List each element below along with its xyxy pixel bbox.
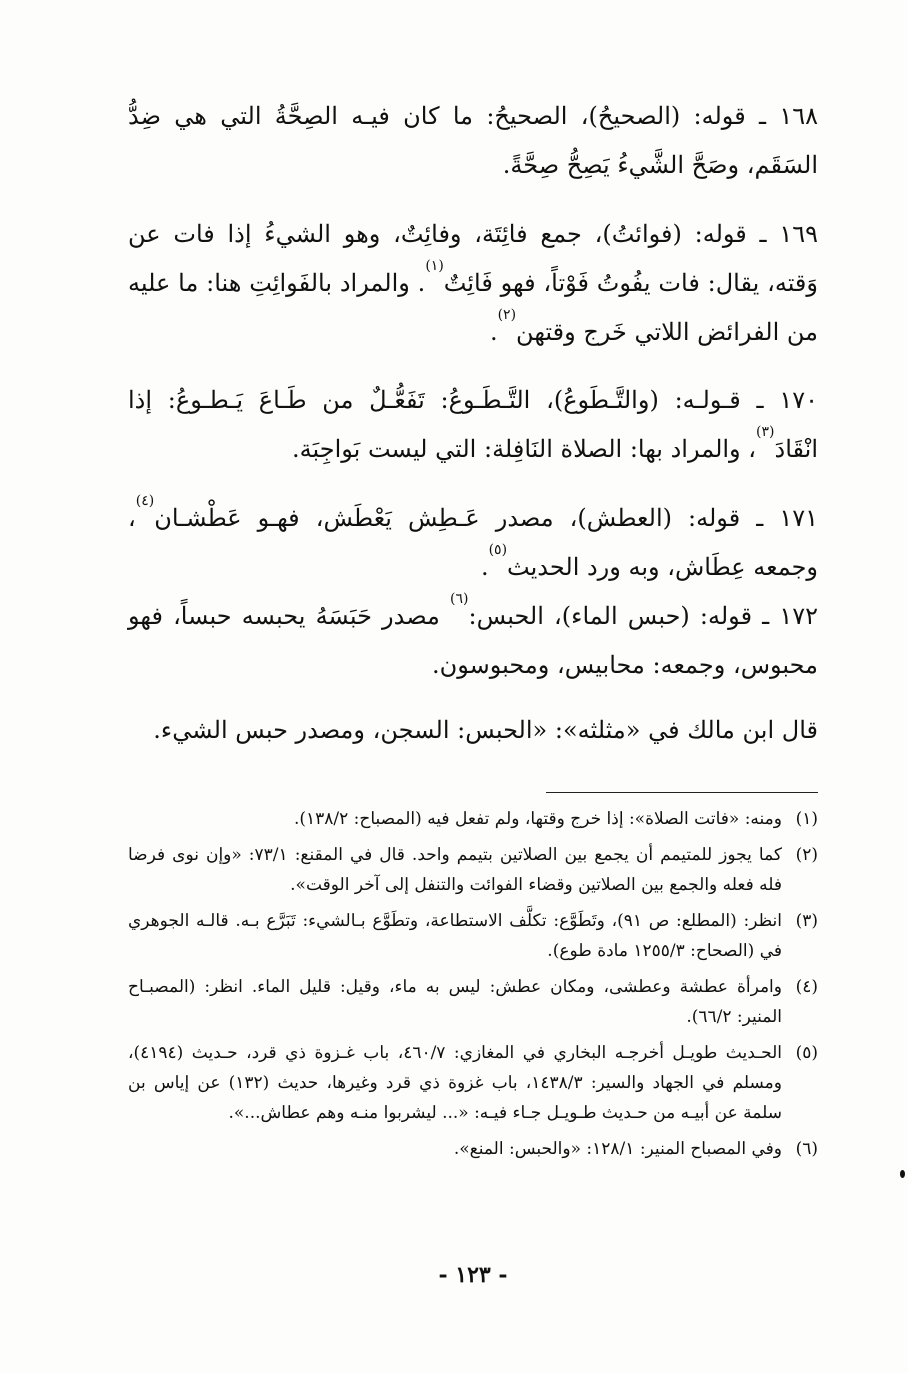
- footnote-ref-2: (٢): [497, 307, 517, 323]
- entry-171: [128, 494, 818, 592]
- footnote-number: (٤): [795, 977, 818, 997]
- entry-172: [128, 592, 818, 690]
- ibn-malik-quote-text: قال ابن مالك في «مثلثه»: «الحبس: السجن، ومصدر حبس الشيء.: [153, 716, 818, 744]
- margin-dot: [900, 1170, 905, 1178]
- footnote-5: [128, 1038, 818, 1128]
- footnote-text: انظر: (المطلع: ص ٩١)، وتَطَوَّع: تكلَّف الاستطاعة، وتطَوَّع بـالشيء: تَبَرَّع بـه. قالـه الجوهري في (الصحاح: ١٢٥٥/٣ مادة طوع).: [128, 911, 782, 961]
- footnote-ref-1: (١): [425, 258, 444, 274]
- footnote-text: وفي المصباح المنير: ١٢٨/١: «والحبس: المنع».: [453, 1139, 782, 1159]
- footnote-number: (٦): [795, 1139, 818, 1159]
- footnote-text: الحـديث طويـل أخرجـه البخاري في المغازي: ٤٦٠/٧، باب غـزوة ذي قرد، حـديث (٤١٩٤)، ومسلم في الجهاد والسير: ١٤٣٨/٣، باب غزوة ذي قرد وغيرها، حديث (١٣٢) عن إياس بن سلمة عن أبيـه من حـديث طـويـل جـاء فيـه: «... ليشربوا منـه وهم عطاش...».: [128, 1043, 782, 1123]
- footnote-4: [128, 972, 818, 1032]
- ibn-malik-quote: [128, 706, 818, 755]
- footnote-2: [128, 840, 818, 900]
- entry-168: [128, 92, 818, 190]
- footnote-number: (٢): [795, 845, 818, 865]
- entry-169-text-c: .: [489, 318, 498, 346]
- footnote-6: [128, 1134, 818, 1164]
- footnote-ref-3: (٣): [756, 424, 775, 440]
- footnotes: [128, 804, 818, 1170]
- entry-171-text-b: ، وجمعه عِطَاش، وبه ورد الحديث: [128, 504, 818, 581]
- footnote-number: (٥): [795, 1043, 818, 1063]
- entry-170-text-b: ، والمراد بها: الصلاة النَافِلة: التي ليست بَواجِبَة.: [292, 435, 757, 463]
- entry-168-text: ١٦٨ ـ قوله: (الصحيحُ)، الصحيحُ: ما كان فيـه الصِحَّةُ التي هي ضِدُّ السَقَم، وصَحَّ الشَّيءُ يَصِحُّ صِحَّةً.: [128, 102, 819, 179]
- entry-171-text-a: ١٧١ ـ قوله: (العطش)، مصدر عَـطِش يَعْطَش، فهـو عَطْشـان: [154, 504, 818, 532]
- footnote-3: [128, 906, 818, 966]
- footnote-text: ومنه: «فاتت الصلاة»: إذا خرج وقتها، ولم تفعل فيه (المصباح: ١٣٨/٢).: [293, 809, 782, 829]
- footnote-number: (٣): [795, 911, 818, 931]
- book-page: [128, 92, 818, 1322]
- entry-169-text-b: . والمراد بالفَوائِتِ هنا: ما عليه من الفرائض اللاتي خَرج وقتهن: [128, 269, 818, 346]
- footnote-text: وامرأة عطشة وعطشى، ومكان عطش: ليس به ماء، وقيل: قليل الماء. انظر: (المصبـاح المنير: ٦٦/٢).: [128, 977, 782, 1027]
- entry-170-text-a: ١٧٠ ـ قـولـه: (والتَّـطَوعُ)، التَّـطَـوعُ: تَفَعُّـلٌ من طَـاعَ يَـطـوعُ: إذا انْقَادَ: [128, 386, 818, 463]
- footnote-ref-4: (٤): [135, 493, 155, 509]
- entry-169-text-a: ١٦٩ ـ قوله: (فوائتُ)، جمع فائِتَة، وفائِتٌ، وهو الشيءُ إذا فات عن وَقته، يقال: فات يفُوتُ فَوْتاً، فهو فَائِتٌ: [128, 220, 818, 297]
- entry-171-text-c: .: [480, 553, 489, 581]
- entry-172-text-b: مصدر حَبَسَهُ يحبسه حبساً، فهو محبوس، وجمعه: محابيس، ومحبوسون.: [128, 602, 818, 679]
- entry-170: [128, 376, 818, 474]
- footnote-text: كما يجوز للمتيمم أن يجمع بين الصلاتين بتيمم واحد. قال في المقنع: ٧٣/١: «وإن نوى فرضا فله فعله والجمع بين الصلاتين وقضاء الفوائت والتنفل إلى آخر الوقت».: [128, 845, 782, 895]
- entry-169: [128, 210, 818, 357]
- footnote-divider: [546, 792, 818, 793]
- footnote-number: (١): [795, 809, 818, 829]
- page-number: - ١٢٣ -: [438, 1262, 508, 1288]
- entry-172-text-a: ١٧٢ ـ قوله: (حبس الماء)، الحبس:: [468, 602, 819, 630]
- footnote-ref-5: (٥): [488, 542, 508, 558]
- footnote-ref-6: (٦): [450, 591, 469, 607]
- footnote-1: [128, 804, 818, 834]
